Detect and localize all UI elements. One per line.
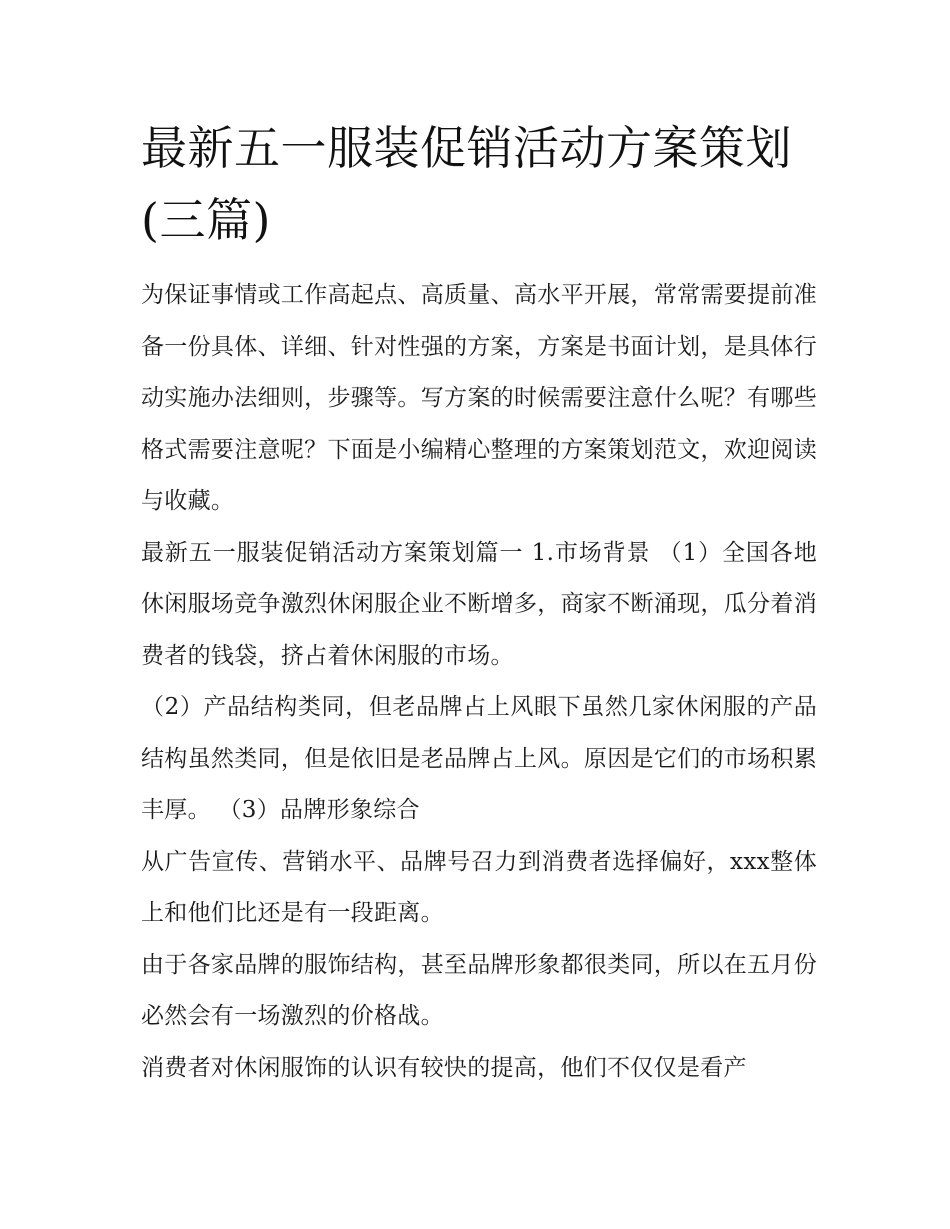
price-war-paragraph: 由于各家品牌的服饰结构，甚至品牌形象都很类同，所以在五月份必然会有一场激烈的价格战。	[141, 951, 817, 1029]
document-body	[141, 112, 817, 1094]
product-structure-paragraph: （2）产品结构类同，但老品牌占上风眼下虽然几家休闲服的产品结构虽然类同，但是依旧是老品牌占上风。原因是它们的市场积累丰厚。 （3）品牌形象综合	[141, 694, 817, 823]
consumer-awareness-paragraph: 消费者对休闲服饰的认识有较快的提高，他们不仅仅是看产	[141, 1054, 747, 1081]
intro-paragraph: 为保证事情或工作高起点、高质量、高水平开展，常常需要提前准备一份具体、详细、针对性强的方案，方案是书面计划，是具体行动实施办法细则，步骤等。写方案的时候需要注意什么呢？有哪些格式需要注意呢？下面是小编精心整理的方案策划范文，欢迎阅读与收藏。	[141, 282, 817, 514]
document-title: 最新五一服装促销活动方案策划(三篇)	[141, 121, 792, 247]
brand-comparison-paragraph: 从广告宣传、营销水平、品牌号召力到消费者选择偏好，xxx整体上和他们比还是有一段距离。	[141, 848, 817, 926]
market-background-paragraph: 最新五一服装促销活动方案策划篇一 1.市场背景 （1）全国各地休闲服场竞争激烈休闲服企业不断增多，商家不断涌现，瓜分着消费者的钱袋，挤占着休闲服的市场。	[141, 539, 817, 669]
